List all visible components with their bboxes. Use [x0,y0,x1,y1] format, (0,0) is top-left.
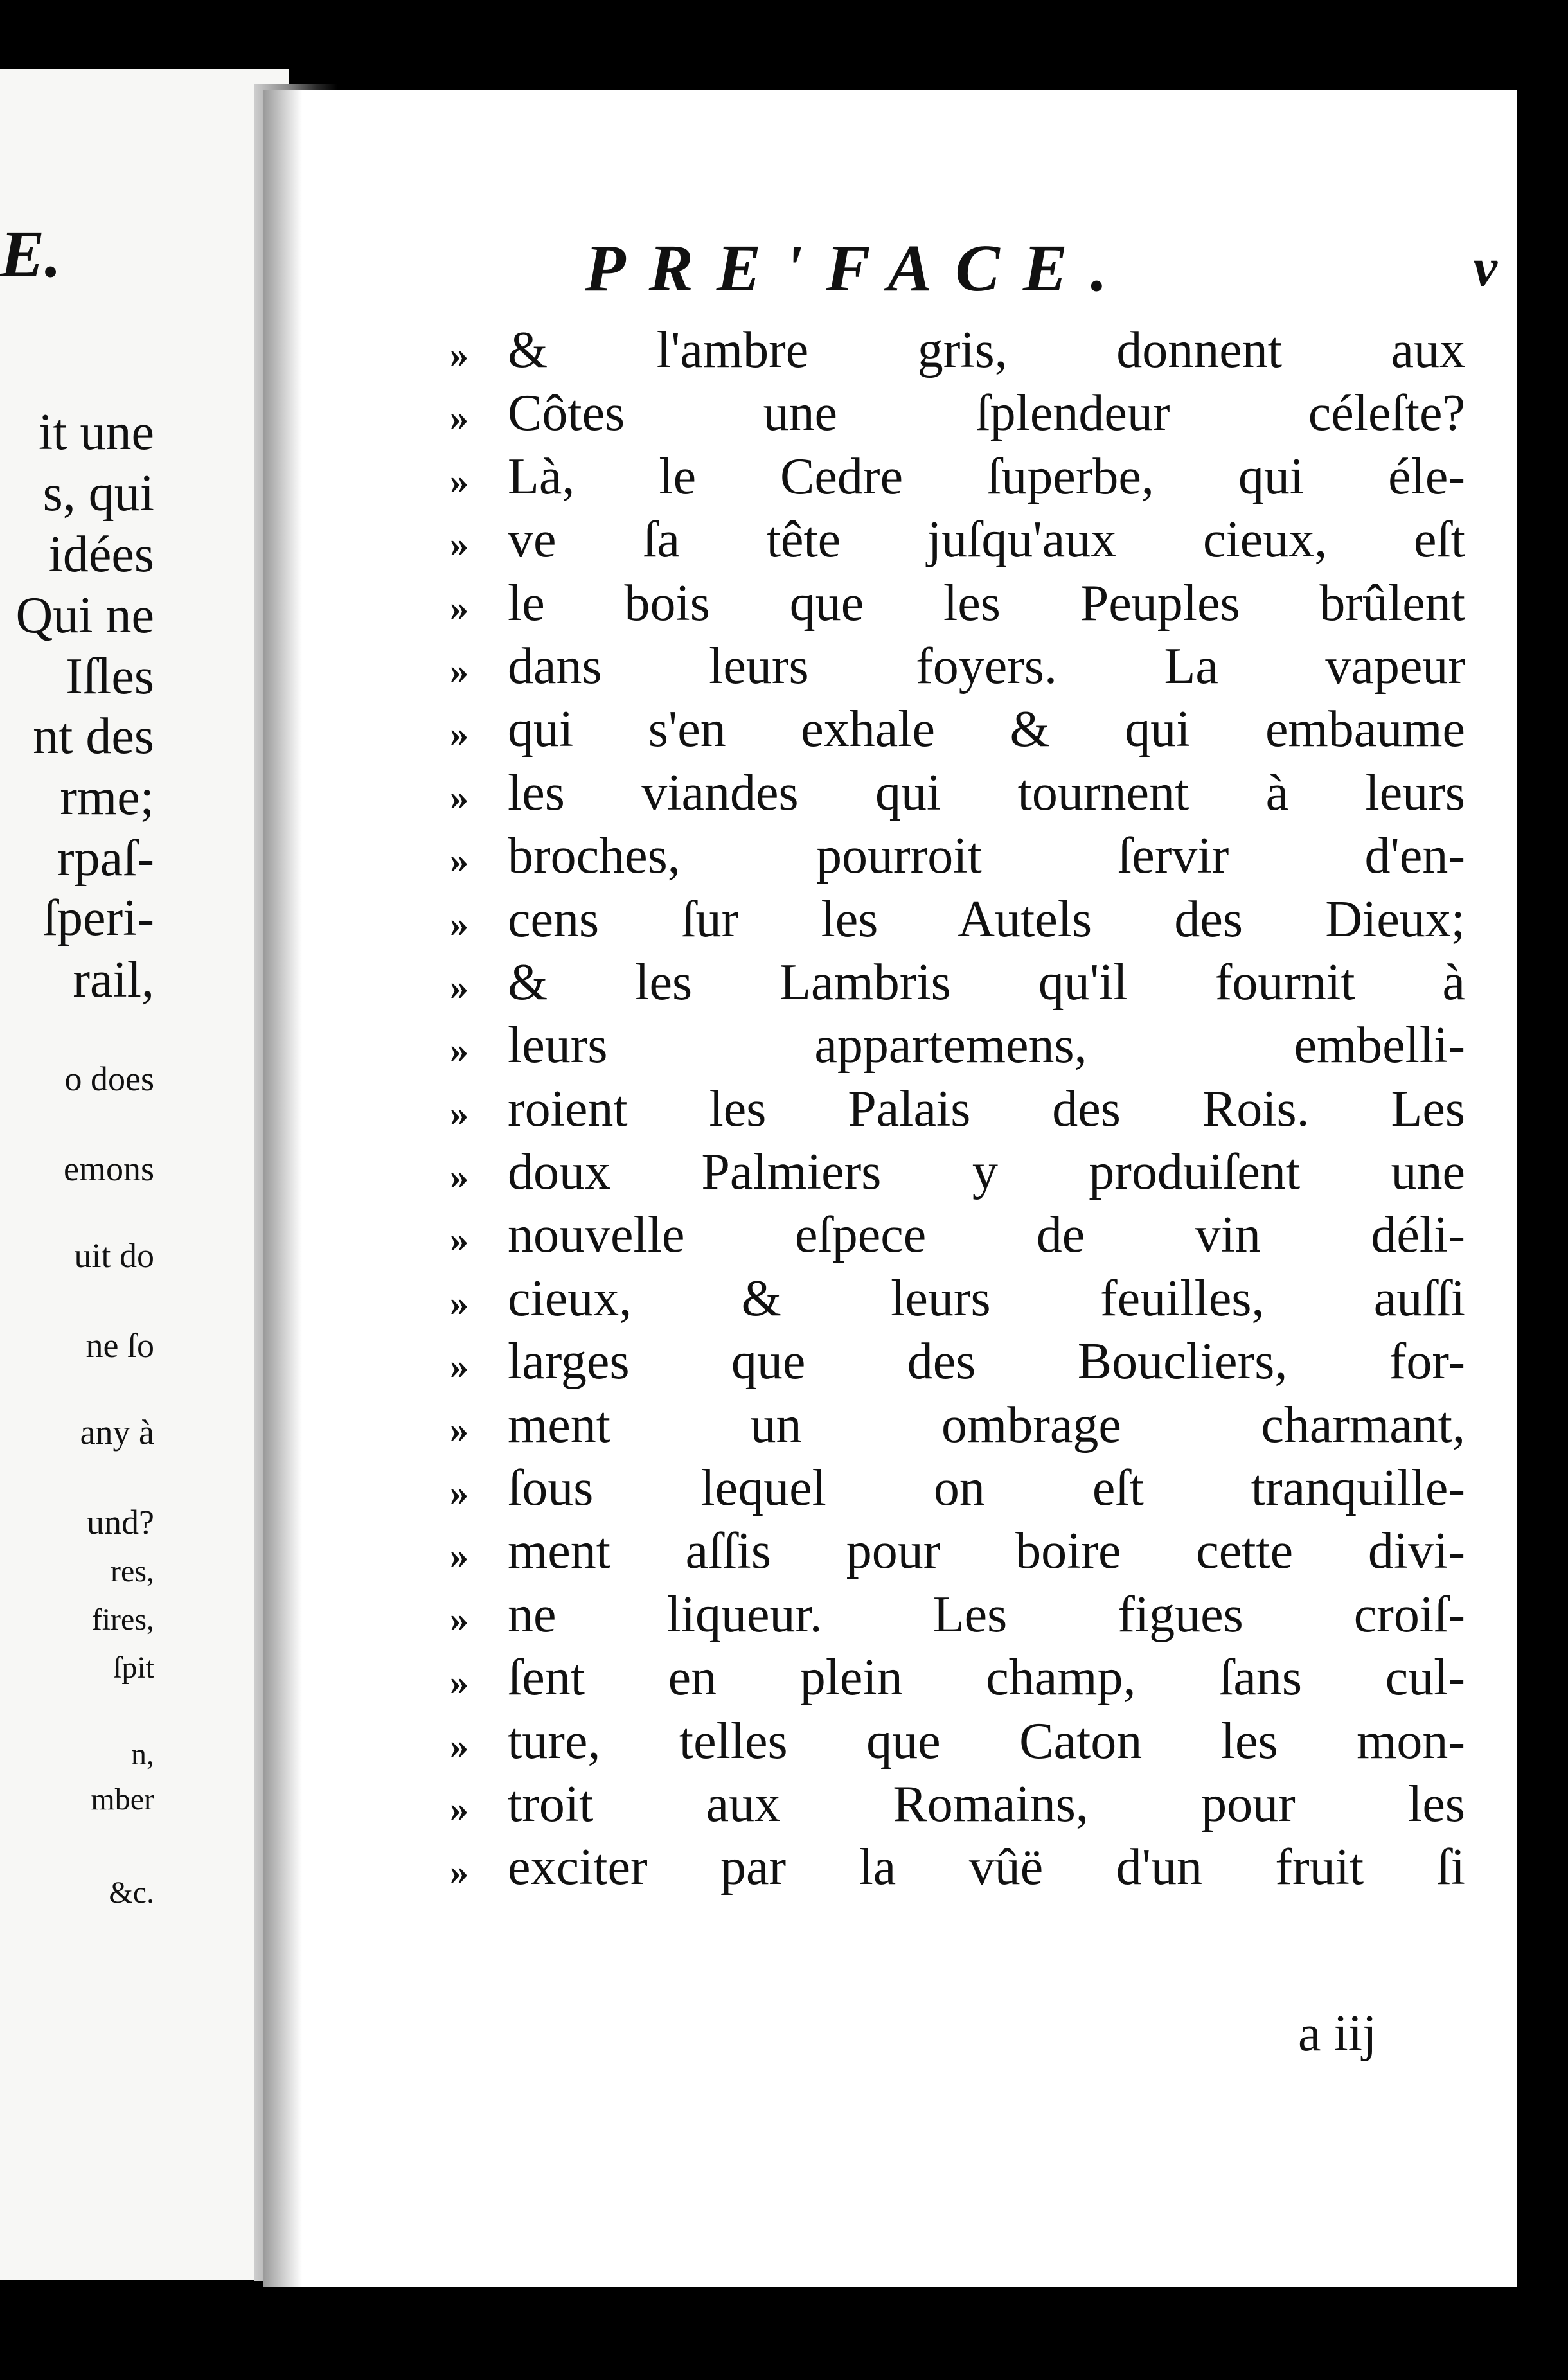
right-page [263,90,1517,2287]
left-page-line: rail, [73,952,154,1008]
left-page-line: o does [64,1060,154,1098]
text-line [450,1649,1465,1712]
left-page-line: uit do [74,1236,154,1275]
left-page-line: any à [80,1413,154,1452]
line-text: ve ſa tête juſqu'aux cieux, eſt [508,511,1465,569]
text-line [450,384,1465,447]
line-text: cens ſur les Autels des Dieux; [508,891,1465,948]
left-page-header: E. [0,217,62,291]
quote-mark: » [450,1408,468,1450]
text-line [450,700,1465,763]
text-line [450,1459,1465,1522]
page-number: v [1473,238,1497,298]
left-page-line: ſpit [112,1651,154,1685]
text-line [450,1586,1465,1649]
left-page [0,69,289,2280]
page-title: PRE'FACE. [585,231,1131,305]
text-line [450,1143,1465,1206]
left-page-line: nt des [33,708,154,765]
text-line [450,1522,1465,1585]
quote-mark: » [450,333,468,375]
text-line [450,1838,1465,1901]
left-page-line: rpaſ- [57,830,154,887]
text-line [450,574,1465,637]
left-page-line: Qui ne [15,587,154,644]
left-page-line: und? [87,1503,154,1541]
text-line [450,827,1465,890]
line-text: les viandes qui tournent à leurs [508,764,1465,821]
left-page-line: rme; [60,769,154,826]
left-page-line: mber [91,1782,154,1816]
line-text: ne liqueur. Les figues croiſ- [508,1586,1465,1643]
quote-mark: » [450,1092,468,1134]
text-line [450,637,1465,700]
page-header [585,230,1497,314]
body-text [450,321,1465,1902]
text-line [450,1333,1465,1396]
quote-mark: » [450,1661,468,1703]
line-text: cieux, & leurs feuilles, auſſi [508,1270,1465,1327]
line-text: & les Lambris qu'il fournit à [508,954,1465,1011]
text-line [450,891,1465,954]
left-page-line: n, [131,1737,154,1772]
line-text: le bois que les Peuples brûlent [508,574,1465,632]
signature-mark: a iij [1298,2005,1377,2062]
line-text: troit aux Romains, pour les [508,1775,1465,1833]
line-text: dans leurs foyers. La vapeur [508,637,1465,695]
quote-mark: » [450,649,468,691]
line-text: nouvelle eſpece de vin déli- [508,1207,1465,1264]
quote-mark: » [450,1218,468,1261]
quote-mark: » [450,713,468,755]
line-text: ture, telles que Caton les mon- [508,1712,1465,1770]
left-page-line: fires, [91,1603,154,1637]
line-text: roient les Palais des Rois. Les [508,1080,1465,1137]
quote-mark: » [450,459,468,502]
quote-mark: » [450,1281,468,1324]
text-line [450,1396,1465,1459]
line-text: larges que des Boucliers, for- [508,1333,1465,1390]
left-page-line: &c. [109,1876,154,1910]
line-text: ſous lequel on eſt tranquille- [508,1460,1465,1517]
line-text: exciter par la vûë d'un fruit ſi [508,1839,1465,1896]
quote-mark: » [450,1345,468,1387]
quote-mark: » [450,1724,468,1766]
line-text: Côtes une ſplendeur céleſte? [508,385,1465,442]
text-line [450,511,1465,574]
text-line [450,1080,1465,1143]
line-text: qui s'en exhale & qui embaume [508,701,1465,758]
quote-mark: » [450,1534,468,1577]
line-text: ment aſſis pour boire cette divi- [508,1523,1465,1580]
quote-mark: » [450,1155,468,1198]
quote-mark: » [450,396,468,439]
quote-mark: » [450,1851,468,1893]
text-line [450,1712,1465,1775]
line-text: ſent en plein champ, ſans cul- [508,1649,1465,1707]
quote-mark: » [450,1471,468,1514]
left-page-line: it une [39,404,154,461]
text-line [450,1017,1465,1079]
text-line [450,764,1465,827]
line-text: broches, pourroit ſervir d'en- [508,828,1465,885]
text-line [450,954,1465,1017]
line-text: doux Palmiers y produiſent une [508,1144,1465,1201]
line-text: & l'ambre gris, donnent aux [508,322,1465,378]
quote-mark: » [450,1787,468,1829]
quote-mark: » [450,523,468,565]
text-line [450,1206,1465,1269]
text-line [450,448,1465,511]
left-page-line: ſperi- [42,890,154,946]
quote-mark: » [450,776,468,818]
quote-mark: » [450,586,468,628]
quote-mark: » [450,902,468,945]
left-page-line: ne ſo [85,1326,154,1365]
left-page-line: Iſles [66,648,154,705]
text-line [450,1775,1465,1838]
line-text: Là, le Cedre ſuperbe, qui éle- [508,448,1465,505]
left-page-line: s, qui [42,465,154,522]
quote-mark: » [450,839,468,882]
line-text: leurs appartemens, embelli- [508,1017,1465,1074]
line-text: ment un ombrage charmant, [508,1396,1465,1453]
quote-mark: » [450,965,468,1008]
left-page-line: emons [64,1150,154,1188]
quote-mark: » [450,1597,468,1640]
text-line [450,321,1465,384]
quote-mark: » [450,1029,468,1071]
text-line [450,1270,1465,1333]
left-page-line: res, [111,1554,154,1588]
left-page-line: idées [48,526,154,583]
